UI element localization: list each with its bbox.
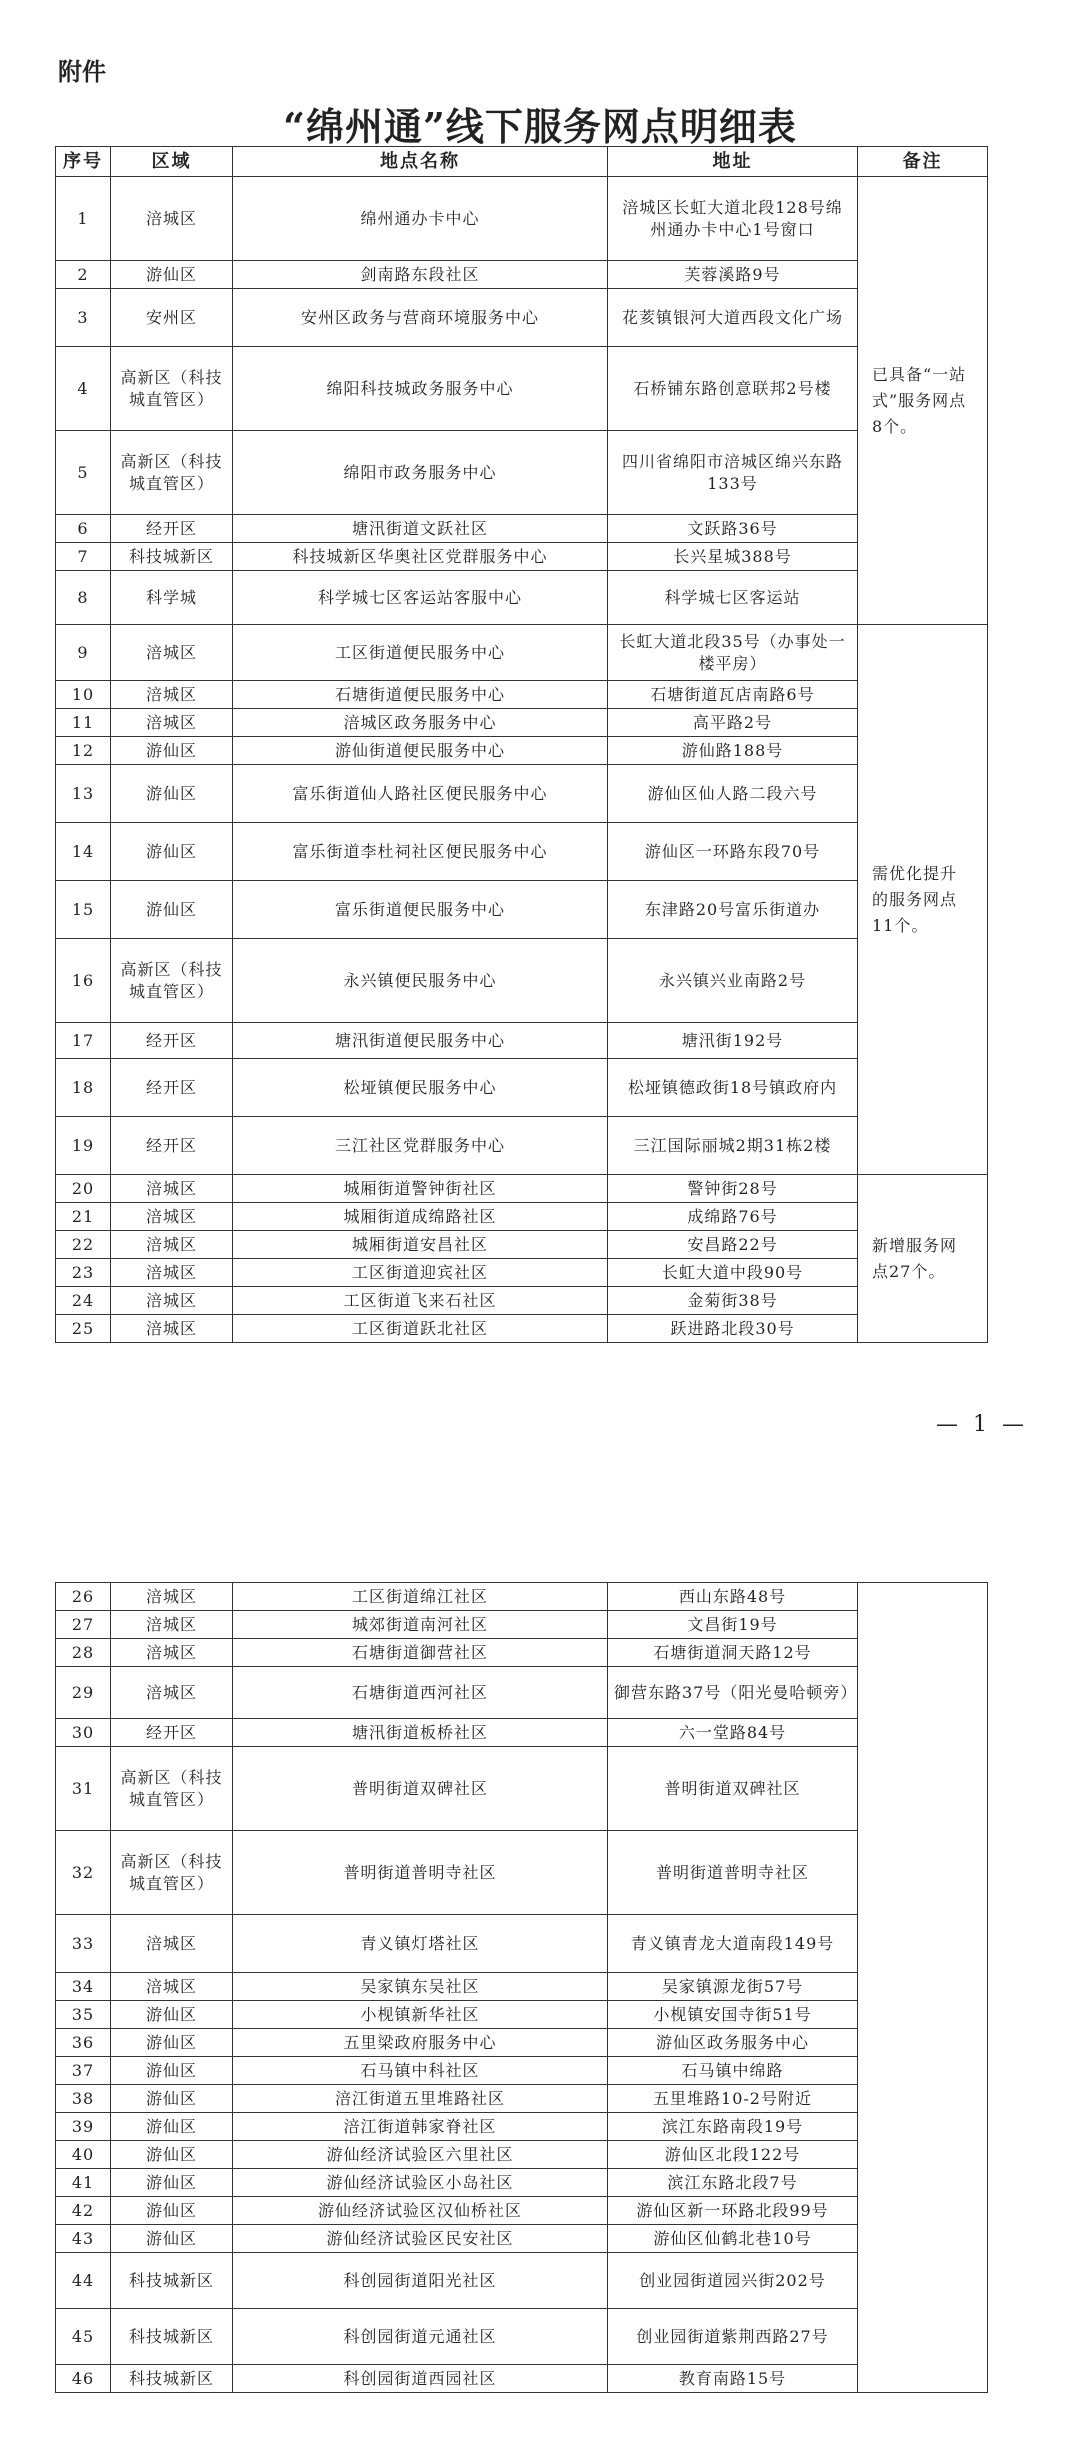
row-location-name: 工区街道便民服务中心 bbox=[233, 625, 608, 681]
row-location-name: 三江社区党群服务中心 bbox=[233, 1117, 608, 1175]
header-no: 序号 bbox=[56, 147, 111, 177]
row-location-name: 工区街道跃北社区 bbox=[233, 1315, 608, 1343]
row-area: 涪城区 bbox=[111, 1973, 233, 2001]
row-area: 游仙区 bbox=[111, 737, 233, 765]
table-row bbox=[56, 2029, 988, 2057]
row-area: 科技城新区 bbox=[111, 2253, 233, 2309]
row-area: 涪城区 bbox=[111, 1203, 233, 1231]
row-address: 三江国际丽城2期31栋2楼 bbox=[608, 1117, 858, 1175]
row-address: 普明街道普明寺社区 bbox=[608, 1831, 858, 1915]
row-address: 东津路20号富乐街道办 bbox=[608, 881, 858, 939]
row-address: 创业园街道紫荆西路27号 bbox=[608, 2309, 858, 2365]
row-number: 43 bbox=[56, 2225, 111, 2253]
table-row bbox=[56, 681, 988, 709]
row-area: 涪城区 bbox=[111, 1231, 233, 1259]
row-area: 涪城区 bbox=[111, 1639, 233, 1667]
row-area: 游仙区 bbox=[111, 2141, 233, 2169]
table-row bbox=[56, 1231, 988, 1259]
row-location-name: 游仙经济试验区小岛社区 bbox=[233, 2169, 608, 2197]
row-address: 松垭镇德政街18号镇政府内 bbox=[608, 1059, 858, 1117]
row-area: 游仙区 bbox=[111, 823, 233, 881]
row-location-name: 城厢街道成绵路社区 bbox=[233, 1203, 608, 1231]
row-address: 西山东路48号 bbox=[608, 1583, 858, 1611]
row-address: 滨江东路南段19号 bbox=[608, 2113, 858, 2141]
table-row bbox=[56, 881, 988, 939]
row-number: 34 bbox=[56, 1973, 111, 2001]
row-area: 游仙区 bbox=[111, 2113, 233, 2141]
row-area: 科学城 bbox=[111, 571, 233, 625]
row-number: 26 bbox=[56, 1583, 111, 1611]
row-area: 涪城区 bbox=[111, 1259, 233, 1287]
row-location-name: 绵阳市政务服务中心 bbox=[233, 431, 608, 515]
row-address: 芙蓉溪路9号 bbox=[608, 261, 858, 289]
row-address: 涪城区长虹大道北段128号绵州通办卡中心1号窗口 bbox=[608, 177, 858, 261]
row-address: 警钟街28号 bbox=[608, 1175, 858, 1203]
table-row bbox=[56, 939, 988, 1023]
row-address: 五里堆路10-2号附近 bbox=[608, 2085, 858, 2113]
row-area: 游仙区 bbox=[111, 2197, 233, 2225]
row-area: 涪城区 bbox=[111, 177, 233, 261]
table-row bbox=[56, 2197, 988, 2225]
row-location-name: 安州区政务与营商环境服务中心 bbox=[233, 289, 608, 347]
row-address: 游仙区仙鹤北巷10号 bbox=[608, 2225, 858, 2253]
row-area: 游仙区 bbox=[111, 261, 233, 289]
service-points-table-part-1 bbox=[55, 146, 988, 1343]
row-address: 游仙区北段122号 bbox=[608, 2141, 858, 2169]
table-row bbox=[56, 261, 988, 289]
row-location-name: 绵阳科技城政务服务中心 bbox=[233, 347, 608, 431]
row-number: 24 bbox=[56, 1287, 111, 1315]
row-address: 永兴镇兴业南路2号 bbox=[608, 939, 858, 1023]
table-row bbox=[56, 515, 988, 543]
row-remark: 需优化提升的服务网点11个。 bbox=[858, 625, 988, 1175]
row-number: 5 bbox=[56, 431, 111, 515]
row-area: 经开区 bbox=[111, 1023, 233, 1059]
row-area: 涪城区 bbox=[111, 625, 233, 681]
row-area: 游仙区 bbox=[111, 2169, 233, 2197]
row-location-name: 吴家镇东吴社区 bbox=[233, 1973, 608, 2001]
header-remarks: 备注 bbox=[858, 147, 988, 177]
row-location-name: 游仙街道便民服务中心 bbox=[233, 737, 608, 765]
table-row bbox=[56, 2113, 988, 2141]
row-number: 30 bbox=[56, 1719, 111, 1747]
row-address: 御营东路37号（阳光曼哈顿旁） bbox=[608, 1667, 858, 1719]
row-address: 文跃路36号 bbox=[608, 515, 858, 543]
row-number: 18 bbox=[56, 1059, 111, 1117]
row-location-name: 涪江街道五里堆路社区 bbox=[233, 2085, 608, 2113]
row-location-name: 石马镇中科社区 bbox=[233, 2057, 608, 2085]
row-number: 17 bbox=[56, 1023, 111, 1059]
page-number: — 1 — bbox=[936, 1412, 1028, 1437]
row-location-name: 游仙经济试验区六里社区 bbox=[233, 2141, 608, 2169]
row-number: 46 bbox=[56, 2365, 111, 2393]
row-address: 长兴星城388号 bbox=[608, 543, 858, 571]
row-number: 32 bbox=[56, 1831, 111, 1915]
table-row bbox=[56, 177, 988, 261]
table-row bbox=[56, 737, 988, 765]
row-address: 花荄镇银河大道西段文化广场 bbox=[608, 289, 858, 347]
row-area: 涪城区 bbox=[111, 1611, 233, 1639]
table-row bbox=[56, 2225, 988, 2253]
row-address: 游仙区政务服务中心 bbox=[608, 2029, 858, 2057]
row-area: 高新区（科技城直管区） bbox=[111, 347, 233, 431]
row-number: 14 bbox=[56, 823, 111, 881]
row-number: 21 bbox=[56, 1203, 111, 1231]
row-remark bbox=[858, 1583, 988, 2393]
row-address: 长虹大道中段90号 bbox=[608, 1259, 858, 1287]
row-address: 创业园街道园兴街202号 bbox=[608, 2253, 858, 2309]
row-address: 高平路2号 bbox=[608, 709, 858, 737]
table-row bbox=[56, 1059, 988, 1117]
table-row bbox=[56, 1203, 988, 1231]
row-address: 长虹大道北段35号（办事处一楼平房） bbox=[608, 625, 858, 681]
row-area: 经开区 bbox=[111, 1059, 233, 1117]
row-number: 3 bbox=[56, 289, 111, 347]
table-header-row bbox=[56, 147, 988, 177]
row-location-name: 五里梁政府服务中心 bbox=[233, 2029, 608, 2057]
row-location-name: 剑南路东段社区 bbox=[233, 261, 608, 289]
row-number: 44 bbox=[56, 2253, 111, 2309]
row-location-name: 富乐街道李杜祠社区便民服务中心 bbox=[233, 823, 608, 881]
row-area: 游仙区 bbox=[111, 2057, 233, 2085]
row-location-name: 工区街道绵江社区 bbox=[233, 1583, 608, 1611]
table-row bbox=[56, 765, 988, 823]
row-area: 经开区 bbox=[111, 1117, 233, 1175]
row-area: 科技城新区 bbox=[111, 2309, 233, 2365]
row-number: 6 bbox=[56, 515, 111, 543]
table-row bbox=[56, 1023, 988, 1059]
header-location-name: 地点名称 bbox=[233, 147, 608, 177]
row-number: 36 bbox=[56, 2029, 111, 2057]
table-row bbox=[56, 571, 988, 625]
row-number: 41 bbox=[56, 2169, 111, 2197]
row-number: 11 bbox=[56, 709, 111, 737]
row-location-name: 工区街道飞来石社区 bbox=[233, 1287, 608, 1315]
table-row bbox=[56, 347, 988, 431]
row-area: 游仙区 bbox=[111, 2085, 233, 2113]
row-address: 塘汛街192号 bbox=[608, 1023, 858, 1059]
header-address: 地址 bbox=[608, 147, 858, 177]
row-location-name: 小枧镇新华社区 bbox=[233, 2001, 608, 2029]
table-row bbox=[56, 2253, 988, 2309]
row-number: 15 bbox=[56, 881, 111, 939]
row-remark: 已具备“一站式”服务网点8个。 bbox=[858, 177, 988, 625]
row-number: 9 bbox=[56, 625, 111, 681]
row-location-name: 塘汛街道板桥社区 bbox=[233, 1719, 608, 1747]
row-location-name: 青义镇灯塔社区 bbox=[233, 1915, 608, 1973]
row-area: 游仙区 bbox=[111, 881, 233, 939]
row-location-name: 工区街道迎宾社区 bbox=[233, 1259, 608, 1287]
row-location-name: 科技城新区华奥社区党群服务中心 bbox=[233, 543, 608, 571]
table-row bbox=[56, 1915, 988, 1973]
row-number: 13 bbox=[56, 765, 111, 823]
row-number: 45 bbox=[56, 2309, 111, 2365]
table-body-part-1 bbox=[56, 177, 988, 1343]
row-location-name: 石塘街道西河社区 bbox=[233, 1667, 608, 1719]
table-row bbox=[56, 1667, 988, 1719]
row-area: 涪城区 bbox=[111, 1583, 233, 1611]
row-address: 跃进路北段30号 bbox=[608, 1315, 858, 1343]
row-area: 经开区 bbox=[111, 1719, 233, 1747]
row-location-name: 游仙经济试验区民安社区 bbox=[233, 2225, 608, 2253]
row-number: 35 bbox=[56, 2001, 111, 2029]
row-address: 石桥铺东路创意联邦2号楼 bbox=[608, 347, 858, 431]
table-row bbox=[56, 1831, 988, 1915]
table-row bbox=[56, 543, 988, 571]
row-area: 高新区（科技城直管区） bbox=[111, 939, 233, 1023]
table-row bbox=[56, 2001, 988, 2029]
row-area: 安州区 bbox=[111, 289, 233, 347]
row-area: 科技城新区 bbox=[111, 543, 233, 571]
row-number: 2 bbox=[56, 261, 111, 289]
row-location-name: 游仙经济试验区汉仙桥社区 bbox=[233, 2197, 608, 2225]
row-location-name: 科创园街道西园社区 bbox=[233, 2365, 608, 2393]
row-area: 游仙区 bbox=[111, 765, 233, 823]
row-address: 科学城七区客运站 bbox=[608, 571, 858, 625]
row-area: 科技城新区 bbox=[111, 2365, 233, 2393]
row-address: 吴家镇源龙街57号 bbox=[608, 1973, 858, 2001]
row-number: 39 bbox=[56, 2113, 111, 2141]
row-address: 文昌街19号 bbox=[608, 1611, 858, 1639]
row-number: 4 bbox=[56, 347, 111, 431]
table-row bbox=[56, 625, 988, 681]
row-number: 42 bbox=[56, 2197, 111, 2225]
row-address: 四川省绵阳市涪城区绵兴东路133号 bbox=[608, 431, 858, 515]
row-remark: 新增服务网点27个。 bbox=[858, 1175, 988, 1343]
row-number: 28 bbox=[56, 1639, 111, 1667]
row-number: 33 bbox=[56, 1915, 111, 1973]
row-area: 涪城区 bbox=[111, 1667, 233, 1719]
row-location-name: 富乐街道仙人路社区便民服务中心 bbox=[233, 765, 608, 823]
table-row bbox=[56, 431, 988, 515]
row-number: 38 bbox=[56, 2085, 111, 2113]
row-address: 普明街道双碑社区 bbox=[608, 1747, 858, 1831]
table-row bbox=[56, 1287, 988, 1315]
attachment-label: 附件 bbox=[58, 58, 106, 86]
table-row bbox=[56, 289, 988, 347]
table-row bbox=[56, 1315, 988, 1343]
row-location-name: 永兴镇便民服务中心 bbox=[233, 939, 608, 1023]
row-location-name: 城厢街道安昌社区 bbox=[233, 1231, 608, 1259]
table-row bbox=[56, 1583, 988, 1611]
row-address: 游仙区一环路东段70号 bbox=[608, 823, 858, 881]
row-location-name: 塘汛街道文跃社区 bbox=[233, 515, 608, 543]
row-location-name: 城厢街道警钟街社区 bbox=[233, 1175, 608, 1203]
row-address: 石塘街道瓦店南路6号 bbox=[608, 681, 858, 709]
row-area: 游仙区 bbox=[111, 2029, 233, 2057]
row-area: 高新区（科技城直管区） bbox=[111, 1747, 233, 1831]
table-row bbox=[56, 2057, 988, 2085]
row-address: 六一堂路84号 bbox=[608, 1719, 858, 1747]
row-number: 19 bbox=[56, 1117, 111, 1175]
row-number: 8 bbox=[56, 571, 111, 625]
row-area: 经开区 bbox=[111, 515, 233, 543]
table-row bbox=[56, 1719, 988, 1747]
row-address: 成绵路76号 bbox=[608, 1203, 858, 1231]
service-points-table-part-2 bbox=[55, 1582, 988, 2393]
table-row bbox=[56, 2365, 988, 2393]
row-location-name: 松垭镇便民服务中心 bbox=[233, 1059, 608, 1117]
row-location-name: 塘汛街道便民服务中心 bbox=[233, 1023, 608, 1059]
row-address: 青义镇青龙大道南段149号 bbox=[608, 1915, 858, 1973]
row-address: 小枧镇安国寺街51号 bbox=[608, 2001, 858, 2029]
table-body-part-2 bbox=[56, 1583, 988, 2393]
row-location-name: 涪江街道韩家脊社区 bbox=[233, 2113, 608, 2141]
row-number: 10 bbox=[56, 681, 111, 709]
row-area: 涪城区 bbox=[111, 1175, 233, 1203]
row-area: 游仙区 bbox=[111, 2225, 233, 2253]
row-address: 金菊街38号 bbox=[608, 1287, 858, 1315]
table-row bbox=[56, 1611, 988, 1639]
row-location-name: 涪城区政务服务中心 bbox=[233, 709, 608, 737]
table-row bbox=[56, 1747, 988, 1831]
row-address: 安昌路22号 bbox=[608, 1231, 858, 1259]
row-area: 涪城区 bbox=[111, 1315, 233, 1343]
row-area: 涪城区 bbox=[111, 681, 233, 709]
table-row bbox=[56, 709, 988, 737]
table-row bbox=[56, 1639, 988, 1667]
row-location-name: 科创园街道元通社区 bbox=[233, 2309, 608, 2365]
row-location-name: 石塘街道便民服务中心 bbox=[233, 681, 608, 709]
row-number: 31 bbox=[56, 1747, 111, 1831]
row-number: 27 bbox=[56, 1611, 111, 1639]
row-number: 23 bbox=[56, 1259, 111, 1287]
table-row bbox=[56, 2309, 988, 2365]
row-area: 高新区（科技城直管区） bbox=[111, 431, 233, 515]
table-row bbox=[56, 823, 988, 881]
row-location-name: 石塘街道御营社区 bbox=[233, 1639, 608, 1667]
document-page-2 bbox=[0, 1440, 1080, 2462]
row-number: 22 bbox=[56, 1231, 111, 1259]
table-row bbox=[56, 2141, 988, 2169]
row-area: 高新区（科技城直管区） bbox=[111, 1831, 233, 1915]
row-location-name: 普明街道普明寺社区 bbox=[233, 1831, 608, 1915]
row-number: 29 bbox=[56, 1667, 111, 1719]
row-number: 7 bbox=[56, 543, 111, 571]
row-number: 16 bbox=[56, 939, 111, 1023]
row-area: 游仙区 bbox=[111, 2001, 233, 2029]
table-row bbox=[56, 2169, 988, 2197]
table-row bbox=[56, 1973, 988, 2001]
table-row bbox=[56, 1259, 988, 1287]
row-address: 游仙区仙人路二段六号 bbox=[608, 765, 858, 823]
row-number: 20 bbox=[56, 1175, 111, 1203]
row-number: 25 bbox=[56, 1315, 111, 1343]
document-title: “绵州通”线下服务网点明细表 bbox=[283, 104, 797, 149]
row-address: 游仙区新一环路北段99号 bbox=[608, 2197, 858, 2225]
row-number: 40 bbox=[56, 2141, 111, 2169]
row-area: 涪城区 bbox=[111, 1287, 233, 1315]
row-address: 游仙路188号 bbox=[608, 737, 858, 765]
row-location-name: 普明街道双碑社区 bbox=[233, 1747, 608, 1831]
row-number: 37 bbox=[56, 2057, 111, 2085]
row-location-name: 科创园街道阳光社区 bbox=[233, 2253, 608, 2309]
table-row bbox=[56, 1117, 988, 1175]
table-row bbox=[56, 2085, 988, 2113]
row-address: 石塘街道洞天路12号 bbox=[608, 1639, 858, 1667]
row-address: 石马镇中绵路 bbox=[608, 2057, 858, 2085]
table-row bbox=[56, 1175, 988, 1203]
row-location-name: 富乐街道便民服务中心 bbox=[233, 881, 608, 939]
row-address: 滨江东路北段7号 bbox=[608, 2169, 858, 2197]
row-address: 教育南路15号 bbox=[608, 2365, 858, 2393]
row-location-name: 科学城七区客运站客服中心 bbox=[233, 571, 608, 625]
row-area: 涪城区 bbox=[111, 709, 233, 737]
header-area: 区域 bbox=[111, 147, 233, 177]
row-location-name: 绵州通办卡中心 bbox=[233, 177, 608, 261]
row-location-name: 城郊街道南河社区 bbox=[233, 1611, 608, 1639]
row-number: 12 bbox=[56, 737, 111, 765]
row-number: 1 bbox=[56, 177, 111, 261]
row-area: 涪城区 bbox=[111, 1915, 233, 1973]
